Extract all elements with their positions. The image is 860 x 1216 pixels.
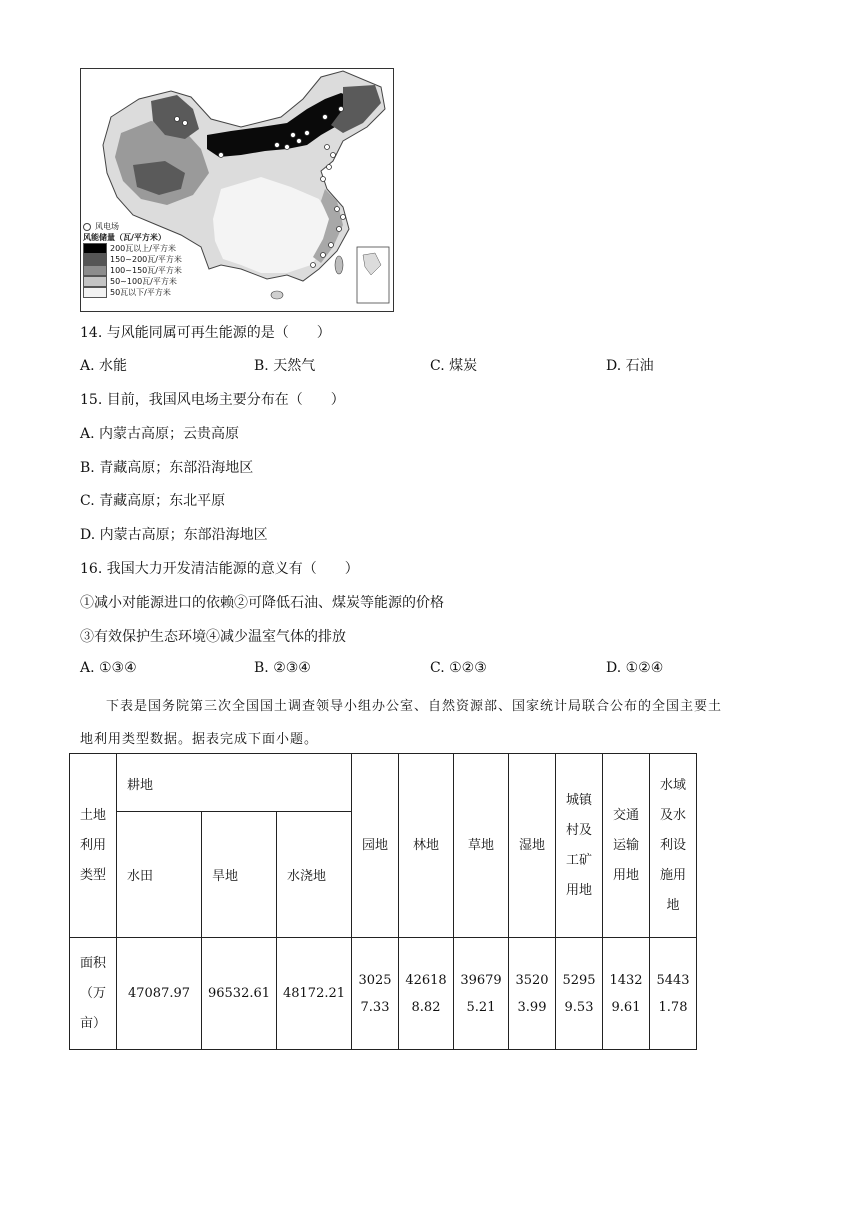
- legend-swatch: [83, 287, 107, 298]
- sub-header-shuitian: 水田: [117, 812, 202, 938]
- value-line: 3025: [358, 972, 392, 988]
- column-header-line: 园地: [361, 837, 388, 853]
- value-line: 5.21: [466, 999, 496, 1015]
- q16-option-c[interactable]: C. ①②③: [430, 660, 487, 676]
- area-label-cell: [70, 938, 117, 1050]
- wind-farm-icon: [83, 223, 91, 231]
- column-header-line: 运输: [612, 837, 639, 853]
- legend-item: [83, 243, 193, 254]
- col-header-6: [650, 754, 697, 938]
- column-header-line: 村及: [565, 822, 592, 838]
- col-header-0: [352, 754, 399, 938]
- column-header-line: 林地: [412, 837, 439, 853]
- q15-option-b[interactable]: B. 青藏高原；东部沿海地区: [80, 460, 254, 476]
- col-header-2: [454, 754, 509, 938]
- q16-option-d[interactable]: D. ①②④: [606, 660, 664, 676]
- col-header-1: [399, 754, 454, 938]
- value-line: 1432: [609, 972, 643, 988]
- value-cell-5: [603, 938, 650, 1050]
- value-line: 42618: [405, 972, 447, 988]
- legend-swatch: [83, 265, 107, 276]
- value-shuijiaodi: 48172.21: [277, 938, 352, 1050]
- legend-title: 风能储量（瓦/平方米）: [83, 233, 166, 242]
- value-cell-0: [352, 938, 399, 1050]
- map-legend: [83, 221, 193, 298]
- legend-items: [83, 243, 193, 298]
- value-line: 3.99: [517, 999, 547, 1015]
- row-header-line: 利用: [79, 837, 106, 853]
- column-header-line: 水域: [659, 777, 686, 793]
- value-cell-6: [650, 938, 697, 1050]
- sub-header-shuijiaodi: 水浇地: [277, 812, 352, 938]
- value-line: 7.33: [360, 999, 390, 1015]
- value-line: 9.53: [564, 999, 594, 1015]
- row-header-cell: [70, 754, 117, 938]
- column-header-line: 工矿: [565, 852, 592, 868]
- column-header-line: 施用: [659, 867, 686, 883]
- legend-item-label: 100~150瓦/平方米: [110, 266, 182, 275]
- hainan-island: [271, 291, 283, 299]
- column-header-line: 地: [666, 897, 680, 913]
- intro-line-2: 地利用类型数据。据表完成下面小题。: [80, 732, 319, 747]
- china-wind-energy-map: [80, 68, 394, 312]
- value-cell-1: [399, 938, 454, 1050]
- legend-swatch: [83, 254, 107, 265]
- value-shuitian: 47087.97: [117, 938, 202, 1050]
- col-header-5: [603, 754, 650, 938]
- column-header-line: 用地: [565, 882, 592, 898]
- value-cell-4: [556, 938, 603, 1050]
- q14-stem: 14. 与风能同属可再生能源的是（ ）: [80, 325, 331, 341]
- gengdi-header: 耕地: [117, 754, 352, 812]
- area-label-line: 亩）: [79, 1015, 106, 1031]
- value-line: 3520: [515, 972, 549, 988]
- legend-item: [83, 276, 193, 287]
- area-label: [70, 949, 116, 1039]
- q14-option-b[interactable]: B. 天然气: [254, 358, 316, 374]
- q16-option-b[interactable]: B. ②③④: [254, 660, 311, 676]
- legend-item: [83, 254, 193, 265]
- col-header-3: [509, 754, 556, 938]
- q16-statement-1: ①减小对能源进口的依赖②可降低石油、煤炭等能源的价格: [80, 595, 444, 611]
- area-label-line: 面积: [79, 955, 106, 971]
- row-header-line: 类型: [79, 867, 106, 883]
- column-header-line: 湿地: [518, 837, 545, 853]
- q16-statement-2: ③有效保护生态环境④减少温室气体的排放: [80, 629, 346, 645]
- q15-option-d[interactable]: D. 内蒙古高原；东部沿海地区: [80, 527, 268, 543]
- legend-station-label: 风电场: [95, 222, 119, 231]
- column-header-line: 利设: [659, 837, 686, 853]
- row-header: [70, 801, 116, 891]
- taiwan-island: [335, 256, 343, 274]
- column-header-line: 交通: [612, 807, 639, 823]
- column-header-line: 用地: [612, 867, 639, 883]
- legend-item-label: 150~200瓦/平方米: [110, 255, 182, 264]
- value-line: 9.61: [611, 999, 641, 1015]
- land-use-table: [69, 753, 697, 1050]
- legend-item-label: 50瓦以下/平方米: [110, 288, 171, 297]
- legend-swatch: [83, 276, 107, 287]
- q15-stem: 15. 目前，我国风电场主要分布在（ ）: [80, 392, 345, 408]
- q14-option-a[interactable]: A. 水能: [80, 358, 128, 374]
- legend-item: [83, 287, 193, 298]
- value-line: 39679: [460, 972, 502, 988]
- q16-option-a[interactable]: A. ①③④: [80, 660, 137, 676]
- legend-swatch: [83, 243, 107, 254]
- value-line: 5295: [562, 972, 596, 988]
- column-header-line: 草地: [467, 837, 494, 853]
- q14-option-c[interactable]: C. 煤炭: [430, 358, 478, 374]
- value-cell-2: [454, 938, 509, 1050]
- column-header-line: 城镇: [565, 792, 592, 808]
- q15-option-a[interactable]: A. 内蒙古高原；云贵高原: [80, 426, 240, 442]
- column-header-line: 及水: [659, 807, 686, 823]
- area-label-line: （万: [79, 985, 106, 1001]
- intro-line-1: 下表是国务院第三次全国国土调查领导小组办公室、自然资源部、国家统计局联合公布的全国主要土: [106, 699, 723, 714]
- value-line: 1.78: [658, 999, 688, 1015]
- value-handi: 96532.61: [202, 938, 277, 1050]
- sub-header-handi: 旱地: [202, 812, 277, 938]
- legend-item-label: 50~100瓦/平方米: [110, 277, 177, 286]
- value-cell-3: [509, 938, 556, 1050]
- col-header-4: [556, 754, 603, 938]
- value-line: 8.82: [411, 999, 441, 1015]
- q15-option-c[interactable]: C. 青藏高原；东北平原: [80, 493, 226, 509]
- q16-stem: 16. 我国大力开发清洁能源的意义有（ ）: [80, 561, 359, 577]
- legend-item: [83, 265, 193, 276]
- q14-option-d[interactable]: D. 石油: [606, 358, 654, 374]
- row-header-line: 土地: [79, 807, 106, 823]
- value-line: 5443: [656, 972, 690, 988]
- legend-item-label: 200瓦以上/平方米: [110, 244, 176, 253]
- legend-station-row: [83, 221, 193, 232]
